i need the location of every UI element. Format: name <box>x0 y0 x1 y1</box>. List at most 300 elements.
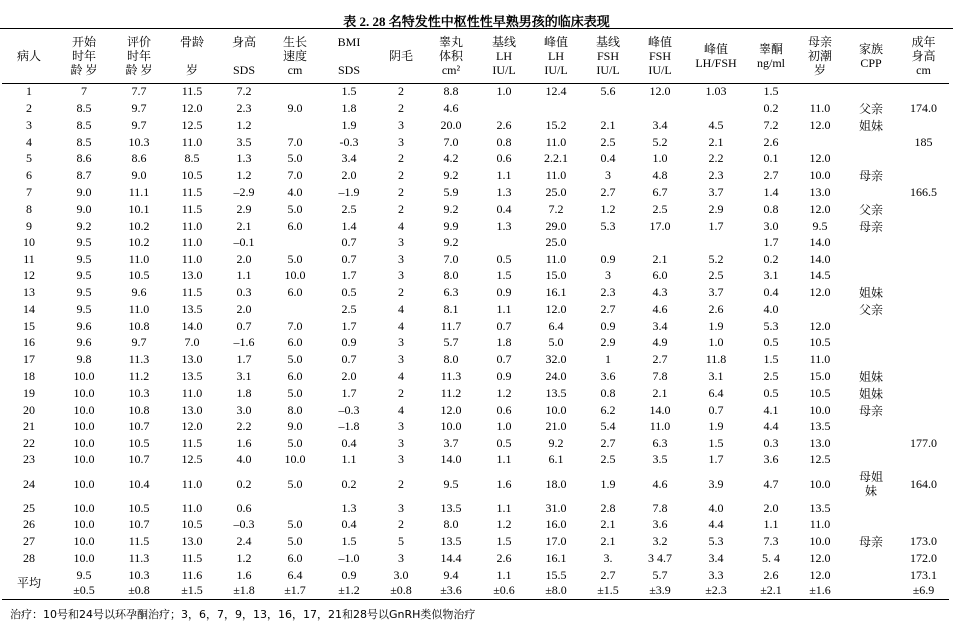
table-cell: 6 <box>26 168 32 182</box>
table-cell: 172.0 <box>910 550 937 565</box>
table-cell: 14.4 <box>440 550 462 565</box>
average-cell <box>844 567 898 600</box>
table-cell: 0.5 <box>763 335 779 350</box>
table-cell: 11.8 <box>705 351 727 366</box>
table-cell: 1.0 <box>496 419 512 434</box>
table-cell: 1.0 <box>496 84 512 99</box>
table-cell: 9.7 <box>131 118 147 132</box>
table-cell: 6.0 <box>287 218 303 233</box>
table-cell: 11.0 <box>128 302 150 316</box>
table-cell: 2.4 <box>236 534 252 548</box>
table-cell: 4.6 <box>443 101 459 115</box>
table-cell <box>898 500 949 517</box>
table-cell: 6.3 <box>652 435 668 450</box>
table-cell: 12.0 <box>649 84 671 99</box>
table-cell: 1.1 <box>341 452 357 467</box>
table-cell: 2 <box>398 517 404 532</box>
header-line: 峰值 <box>647 34 672 49</box>
table-cell: 2.3 <box>600 285 616 299</box>
table-cell: 1.9 <box>708 318 724 333</box>
table-cell: 1.5 <box>341 84 357 99</box>
table-cell: 2.7 <box>600 184 616 199</box>
table-cell: 3.0 <box>763 218 779 233</box>
table-cell: 10.0 <box>73 550 95 565</box>
table-cell: 12.0 <box>809 201 831 216</box>
table-cell <box>844 184 898 201</box>
table-cell: 6.0 <box>287 285 303 299</box>
table-cell: –1.6 <box>233 335 255 350</box>
table-cell: 12.5 <box>181 452 203 467</box>
sd-value: ±0.8 <box>128 582 150 597</box>
table-cell: 3.4 <box>652 118 668 132</box>
sd-value: ±1.5 <box>181 582 203 597</box>
table-cell <box>844 318 898 335</box>
table-cell: 1.0 <box>652 151 668 166</box>
mean-value: 12.0 <box>809 567 831 582</box>
table-cell: 5.0 <box>287 385 303 400</box>
header-line: cm² <box>441 62 461 77</box>
average-cell <box>270 567 320 600</box>
average-cell <box>796 567 844 600</box>
table-cell: 8.1 <box>443 302 459 316</box>
table-cell: 2.3 <box>708 168 724 182</box>
table-cell: 14.0 <box>809 235 831 250</box>
table-cell: –2.9 <box>233 184 255 199</box>
table-cell: 5.2 <box>708 251 724 266</box>
table-cell: 15.0 <box>809 368 831 383</box>
table-cell: 5.6 <box>600 84 616 99</box>
table-cell: 2.5 <box>341 201 357 216</box>
table-cell: 0.5 <box>763 385 779 400</box>
table-cell: 父亲 <box>858 102 883 116</box>
table-cell: 11.5 <box>128 534 150 548</box>
table-cell: 13.5 <box>181 368 203 383</box>
table-cell: 3.4 <box>652 318 668 333</box>
header-line: 速度 <box>282 48 307 63</box>
table-row <box>2 284 949 301</box>
table-cell: 1.3 <box>496 184 512 199</box>
table-cell: 9.7 <box>131 335 147 350</box>
table-cell <box>898 218 949 235</box>
average-cell <box>166 567 218 600</box>
header-line: 基线 <box>491 34 516 49</box>
table-cell: 9.6 <box>76 318 92 333</box>
average-cell <box>424 567 478 600</box>
table-cell: 14.0 <box>181 318 203 333</box>
average-cell <box>634 567 686 600</box>
column-header <box>898 29 949 83</box>
table-cell <box>270 235 320 252</box>
table-cell: 19 <box>23 385 35 400</box>
table-cell: 10.0 <box>73 517 95 532</box>
table-cell: 3.7 <box>708 285 724 299</box>
table-cell: 0.4 <box>600 151 616 166</box>
average-cell <box>112 567 166 600</box>
family-cpp-line: 母姐 <box>858 470 883 484</box>
mean-value: 3.0 <box>393 567 409 582</box>
table-cell: 10.0 <box>73 368 95 383</box>
table-cell: 3 <box>605 168 611 182</box>
table-cell: 8.0 <box>443 517 459 532</box>
table-cell: 2.7 <box>763 168 779 182</box>
table-cell: 0.8 <box>600 385 616 400</box>
table-cell: 2.6 <box>708 302 724 316</box>
table-cell: 0.4 <box>496 201 512 216</box>
table-cell: 2.1 <box>652 251 668 266</box>
table-cell: 9.9 <box>443 218 459 233</box>
table-cell: 13.5 <box>545 385 567 400</box>
mean-value: 2.7 <box>600 567 616 582</box>
table-cell: 14.0 <box>809 251 831 266</box>
table-cell: 0.7 <box>236 318 252 333</box>
table-cell: 姐妹 <box>858 386 883 401</box>
table-cell: 10.2 <box>128 218 150 233</box>
table-cell: 3.7 <box>708 184 724 199</box>
table-cell: 7.2 <box>236 84 252 99</box>
mean-value: 173.1 <box>910 567 937 582</box>
mean-value <box>844 568 898 583</box>
table-cell: 11 <box>23 251 35 266</box>
table-cell: 1.1 <box>496 168 512 182</box>
table-cell: 10.0 <box>809 534 831 548</box>
table-cell: 16.0 <box>545 517 567 532</box>
column-header <box>634 29 686 83</box>
table-cell: 25 <box>23 500 35 515</box>
sd-value <box>844 583 898 598</box>
table-cell: 9.0 <box>76 201 92 216</box>
average-cell <box>378 567 424 600</box>
sd-value: ±3.6 <box>440 582 462 597</box>
table-cell: 9.0 <box>287 419 303 434</box>
table-cell: 1.7 <box>341 385 357 400</box>
sd-value: ±0.5 <box>73 582 95 597</box>
sd-value: ±3.9 <box>649 582 671 597</box>
table-cell: 12.0 <box>809 285 831 299</box>
column-header <box>112 29 166 83</box>
table-cell: 母亲 <box>858 403 883 418</box>
table-cell: 1.1 <box>496 500 512 515</box>
table-cell: 0.8 <box>763 201 779 216</box>
table-cell: 173.0 <box>910 534 937 548</box>
table-cell: 1.1 <box>496 302 512 316</box>
table-cell <box>796 83 844 100</box>
table-cell <box>844 151 898 168</box>
average-cell <box>746 567 796 600</box>
table-cell: 9.5 <box>76 285 92 299</box>
mean-value: 0.9 <box>341 567 357 582</box>
table-cell: 8.6 <box>131 151 147 166</box>
table-cell: 10.0 <box>809 402 831 417</box>
table-cell <box>844 335 898 352</box>
column-header <box>530 29 582 83</box>
table-cell: 10.3 <box>128 385 150 400</box>
header-line: 时年 <box>71 48 96 63</box>
table-cell: 31.0 <box>545 500 567 515</box>
table-cell <box>686 100 746 117</box>
table-cell: 9.5 <box>76 268 92 283</box>
table-cell: 11.3 <box>128 351 150 366</box>
table-cell: 12.0 <box>809 550 831 565</box>
table-cell: 1.2 <box>236 550 252 565</box>
table-cell: 1.4 <box>341 218 357 233</box>
table-cell: 16.1 <box>545 550 567 565</box>
table-cell: 4 <box>398 302 404 316</box>
table-cell: 5. 4 <box>762 550 780 565</box>
table-cell: 姐妹 <box>858 119 883 133</box>
table-cell: 2.1 <box>708 134 724 149</box>
header-line: 身高 <box>911 48 936 63</box>
table-cell: 11.0 <box>545 134 567 149</box>
table-cell: 15.2 <box>545 118 567 132</box>
table-cell: 4.0 <box>287 184 303 199</box>
table-cell: 10.0 <box>73 385 95 400</box>
table-cell: 16 <box>23 335 35 350</box>
table-cell: 5.0 <box>287 534 303 548</box>
table-cell <box>844 500 898 517</box>
header-line: 睾酮 <box>758 41 783 56</box>
table-cell: 0.7 <box>708 402 724 417</box>
table-cell: 父亲 <box>858 303 883 317</box>
table-cell: 11.0 <box>649 419 671 434</box>
table-cell: 10.7 <box>128 517 150 532</box>
table-cell: 0.7 <box>341 251 357 266</box>
table-cell: 8.5 <box>76 134 92 149</box>
table-cell <box>530 100 582 117</box>
table-cell: 0.4 <box>341 517 357 532</box>
table-cell <box>898 83 949 100</box>
table-cell: 5.0 <box>287 435 303 450</box>
table-cell: 6.7 <box>652 184 668 199</box>
table-cell: 1.3 <box>496 218 512 233</box>
table-cell: 1.5 <box>496 268 512 283</box>
table-cell: 2.1 <box>236 218 252 233</box>
table-cell: 22 <box>23 435 35 450</box>
table-cell: 2 <box>398 84 404 99</box>
table-cell: 4.5 <box>708 118 724 132</box>
table-cell: 13.0 <box>181 534 203 548</box>
table-cell: 9.5 <box>76 302 92 316</box>
table-cell: 10.0 <box>440 419 462 434</box>
table-cell: 11.7 <box>440 318 462 333</box>
header-line: FSH <box>648 48 671 63</box>
header-line: 评价 <box>126 34 151 49</box>
table-cell: 2.9 <box>708 201 724 216</box>
table-cell <box>898 167 949 184</box>
table-cell: 姐妹 <box>858 369 883 384</box>
table-cell: 3 <box>398 435 404 450</box>
table-cell: 10.0 <box>73 476 95 491</box>
table-cell: 3 <box>398 419 404 434</box>
table-cell: 4.0 <box>236 452 252 467</box>
header-line: ng/ml <box>756 55 785 70</box>
table-cell: 3 <box>26 118 32 132</box>
table-cell: 0.6 <box>496 151 512 166</box>
average-row <box>2 567 949 600</box>
table-cell: 5.9 <box>443 184 459 199</box>
table-cell: 185 <box>914 134 933 149</box>
mean-value: 15.5 <box>545 567 567 582</box>
table-cell <box>686 235 746 252</box>
mean-value: 3.3 <box>708 567 724 582</box>
table-cell: 177.0 <box>910 435 937 450</box>
table-cell: 3 <box>398 335 404 350</box>
table-cell <box>478 100 530 117</box>
average-cell <box>898 567 949 600</box>
table-cell: 7 <box>26 184 32 199</box>
table-cell: 5 <box>26 151 32 166</box>
table-cell: 11.0 <box>809 101 831 115</box>
table-cell: 0.9 <box>496 368 512 383</box>
table-cell: –0.3 <box>233 517 255 532</box>
table-cell <box>898 251 949 268</box>
sd-value: ±8.0 <box>545 582 567 597</box>
table-cell: 0.9 <box>496 285 512 299</box>
table-cell: 11.0 <box>181 218 203 233</box>
table-row <box>2 368 949 385</box>
table-cell: 9.5 <box>443 476 459 491</box>
table-cell: 1.2 <box>236 168 252 182</box>
table-cell: 0.6 <box>496 402 512 417</box>
table-row <box>2 167 949 184</box>
table-cell: 10.5 <box>128 500 150 515</box>
table-cell: 11.3 <box>128 550 150 565</box>
table-cell: 4.3 <box>652 285 668 299</box>
table-cell: 0.4 <box>341 435 357 450</box>
table-cell <box>898 335 949 352</box>
table-cell: 1.6 <box>496 476 512 491</box>
table-cell <box>634 100 686 117</box>
header-line: 母亲 <box>807 34 832 49</box>
sd-value: ±1.7 <box>284 582 306 597</box>
table-cell: 9.0 <box>287 101 303 115</box>
table-cell: 1.7 <box>708 452 724 467</box>
table-cell: 6.3 <box>443 285 459 299</box>
table-cell: 4.4 <box>763 419 779 434</box>
table-cell: 3 <box>398 452 404 467</box>
table-row <box>2 251 949 268</box>
table-cell: 14.0 <box>649 402 671 417</box>
table-cell: 6.1 <box>548 452 564 467</box>
table-cell: 2.5 <box>600 134 616 149</box>
table-cell: 3 <box>398 351 404 366</box>
table-cell: 0.2 <box>236 476 252 491</box>
table-cell: 5.0 <box>287 251 303 266</box>
table-cell: 10.8 <box>128 402 150 417</box>
table-cell: 7.2 <box>548 201 564 216</box>
table-cell: 7 <box>81 84 87 99</box>
table-cell: 2.0 <box>341 168 357 182</box>
table-cell: 3 <box>398 134 404 149</box>
table-cell: 13.0 <box>181 402 203 417</box>
table-cell: 21 <box>23 419 35 434</box>
table-cell: 4.6 <box>652 302 668 316</box>
table-cell: 12.5 <box>809 452 831 467</box>
table-cell: 2.2 <box>708 151 724 166</box>
mean-value: 10.3 <box>128 567 150 582</box>
table-cell <box>270 301 320 318</box>
table-cell <box>898 419 949 436</box>
column-header <box>478 29 530 83</box>
table-cell: 11.0 <box>545 168 567 182</box>
table-cell: 4 <box>398 218 404 233</box>
table-cell: 7.8 <box>652 368 668 383</box>
table-cell: 3.6 <box>600 368 616 383</box>
table-cell: 1.7 <box>763 235 779 250</box>
table-cell: 1.4 <box>763 184 779 199</box>
table-cell: 0.7 <box>341 351 357 366</box>
header-line: 龄 岁 <box>125 62 153 77</box>
header-line: 时年 <box>126 48 151 63</box>
table-cell: 3.7 <box>443 435 459 450</box>
table-cell <box>478 235 530 252</box>
table-cell: 0.7 <box>341 235 357 250</box>
table-cell: 0.8 <box>496 134 512 149</box>
table-cell <box>898 318 949 335</box>
table-body <box>2 83 949 599</box>
table-cell: 10.0 <box>284 268 306 283</box>
table-cell: 13.0 <box>809 435 831 450</box>
table-cell: 3 <box>398 500 404 515</box>
table-cell: 27 <box>23 534 35 548</box>
table-cell: 20 <box>23 402 35 417</box>
table-cell <box>844 235 898 252</box>
column-header <box>218 29 270 83</box>
table-cell: 10.0 <box>809 476 831 491</box>
table-cell: 3 <box>398 235 404 250</box>
table-cell: 14 <box>23 302 35 316</box>
table-cell: 2 <box>26 101 32 115</box>
table-cell: 8.6 <box>76 151 92 166</box>
table-cell: 18.0 <box>545 476 567 491</box>
table-cell: 3.1 <box>763 268 779 283</box>
table-cell <box>898 368 949 385</box>
column-header <box>378 29 424 83</box>
table-cell <box>582 235 634 252</box>
table-cell: 14.5 <box>809 268 831 283</box>
column-header <box>844 29 898 83</box>
table-cell <box>844 435 898 452</box>
table-cell: 1.0 <box>708 335 724 350</box>
table-cell: 6.4 <box>548 318 564 333</box>
table-cell: 4.7 <box>763 476 779 491</box>
table-cell: 11.3 <box>440 368 462 383</box>
table-cell: 2.1 <box>600 118 616 132</box>
table-cell: 11.0 <box>181 251 203 266</box>
header-row <box>2 29 949 83</box>
average-label: 平均 <box>16 576 41 590</box>
table-cell: 3.5 <box>652 452 668 467</box>
table-cell: 0.7 <box>496 351 512 366</box>
sd-value: ±6.9 <box>912 582 935 597</box>
table-cell: 17.0 <box>545 534 567 548</box>
table-cell: 3 <box>605 268 611 283</box>
table-cell: –1.9 <box>338 184 360 199</box>
table-cell: 2.6 <box>496 118 512 132</box>
header-line: IU/L <box>648 62 672 77</box>
average-cell <box>218 567 270 600</box>
table-cell: 11.0 <box>181 500 203 515</box>
table-cell: 1.8 <box>341 101 357 115</box>
table-cell: 10.4 <box>128 476 150 491</box>
table-cell: 13.0 <box>181 351 203 366</box>
table-cell: 4.2 <box>443 151 459 166</box>
table-cell: 10.5 <box>809 335 831 350</box>
column-header <box>166 29 218 83</box>
table-cell: 4.1 <box>763 402 779 417</box>
column-header <box>2 29 56 83</box>
sd-value: ±1.6 <box>809 582 831 597</box>
table-cell: 11.5 <box>181 184 203 199</box>
